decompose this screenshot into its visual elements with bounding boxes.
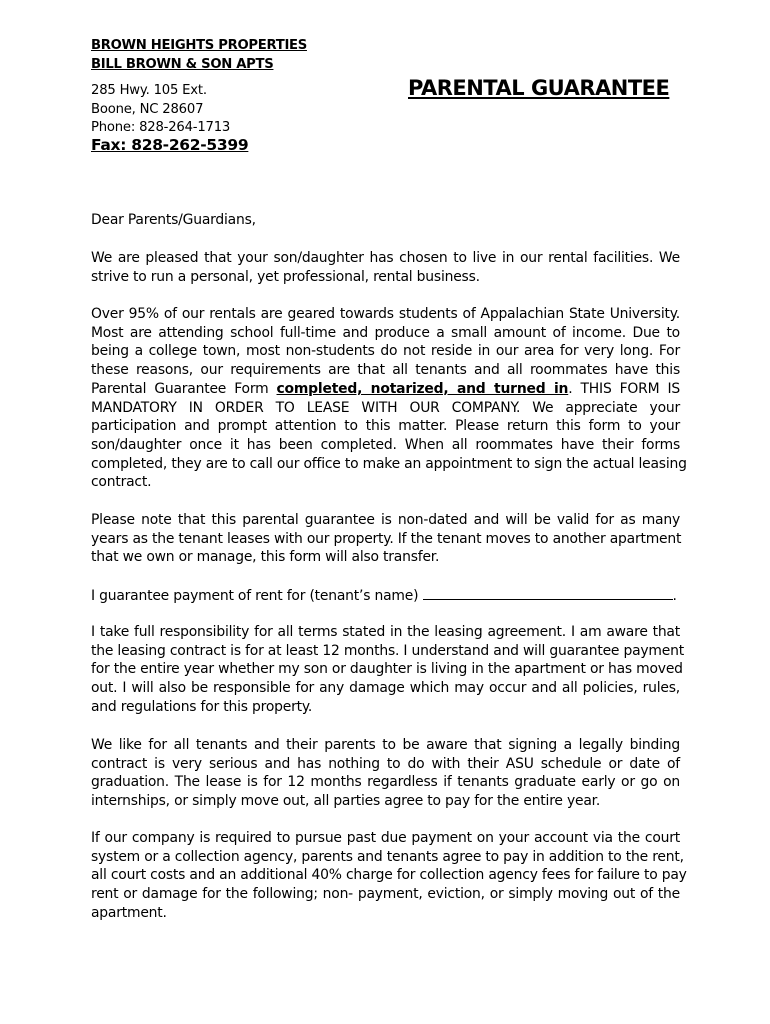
salutation-text: Dear Parents/Guardians, <box>91 212 256 228</box>
paragraph-line: and regulations for this property. <box>91 698 313 715</box>
salutation <box>91 211 680 230</box>
guarantee-text: I guarantee payment of rent for (tenant’s name) <box>91 588 423 604</box>
paragraph-intro <box>91 249 680 286</box>
paragraph-line: If our company is required to pursue past due payment on your account via the court <box>91 830 680 846</box>
paragraph-line: Most are attending school full-time and produce a small amount of income. Due to <box>91 324 680 341</box>
paragraph-line: strive to run a personal, yet professional, rental business. <box>91 268 480 285</box>
address-city: Boone, NC 28607 <box>91 102 204 117</box>
text-run: Parental Guarantee Form <box>91 380 277 397</box>
paragraph-line: years as the tenant leases with our property. If the tenant moves to another apartment <box>91 530 682 547</box>
fax-number: Fax: 828-262-5399 <box>91 136 249 154</box>
paragraph-line: these reasons, our requirements are that all tenants and all roommates have this <box>91 362 680 379</box>
paragraph-line: that we own or manage, this form will also transfer. <box>91 549 440 566</box>
guarantee-period: . <box>672 588 677 604</box>
company-name: BROWN HEIGHTS PROPERTIES <box>91 38 307 53</box>
paragraph-line: Over 95% of our rentals are geared towards students of Appalachian State University. <box>91 306 680 322</box>
paragraph-line: being a college town, most non-students do not reside in our area for very long. For <box>91 343 680 360</box>
paragraph-line: I take full responsibility for all terms stated in the leasing agreement. I am aware that <box>91 624 680 640</box>
phone-number: Phone: 828-264-1713 <box>91 120 231 135</box>
emphasis-completed-notarized: completed, notarized, and turned in <box>276 380 569 397</box>
guarantee-statement <box>91 586 680 606</box>
paragraph-line: MANDATORY IN ORDER TO LEASE WITH OUR COMPANY. We appreciate your <box>91 399 680 416</box>
text-run: . THIS FORM IS <box>568 380 680 397</box>
paragraph-line: internships, or simply move out, all parties agree to pay for the entire year. <box>91 793 601 810</box>
paragraph-binding-contract <box>91 736 680 811</box>
paragraph-line: participation and prompt attention to this matter. Please return this form to your <box>91 418 680 435</box>
paragraph-line: contract. <box>91 474 152 491</box>
paragraph-line: rent or damage for the following; non- payment, eviction, or simply moving out of the <box>91 886 680 903</box>
document-title: PARENTAL GUARANTEE <box>408 76 670 100</box>
tenant-name-blank[interactable] <box>423 586 673 600</box>
address-street: 285 Hwy. 105 Ext. <box>91 83 207 98</box>
paragraph-line: completed, they are to call our office to make an appointment to sign the actual leasing <box>91 455 687 472</box>
company-subname: BILL BROWN & SON APTS <box>91 57 274 72</box>
paragraph-responsibility <box>91 623 684 717</box>
paragraph-line: contract is very serious and has nothing to do with their ASU schedule or date of <box>91 755 680 772</box>
paragraph-line: out. I will also be responsible for any damage which may occur and all policies, rules, <box>91 680 680 697</box>
paragraph-line: We are pleased that your son/daughter has chosen to live in our rental facilities. We <box>91 250 680 266</box>
paragraph-collections <box>91 829 687 923</box>
paragraph-line: apartment. <box>91 904 167 921</box>
paragraph-line: system or a collection agency, parents and tenants agree to pay in addition to the rent, <box>91 848 684 865</box>
paragraph-line: Please note that this parental guarantee is non-dated and will be valid for as many <box>91 512 680 528</box>
paragraph-line-emphasis <box>91 380 680 399</box>
paragraph-line: for the entire year whether my son or daughter is living in the apartment or has moved <box>91 661 683 678</box>
paragraph-requirements <box>91 305 687 492</box>
paragraph-line: all court costs and an additional 40% charge for collection agency fees for failure to pay <box>91 867 687 884</box>
paragraph-line: graduation. The lease is for 12 months regardless if tenants graduate early or go on <box>91 774 680 791</box>
paragraph-line: son/daughter once it has been completed. When all roommates have their forms <box>91 436 680 453</box>
paragraph-non-dated <box>91 511 680 567</box>
paragraph-line: the leasing contract is for at least 12 months. I understand and will guarantee payment <box>91 642 684 659</box>
paragraph-line: We like for all tenants and their parents to be aware that signing a legally binding <box>91 737 680 753</box>
guarantee-line <box>91 586 680 606</box>
